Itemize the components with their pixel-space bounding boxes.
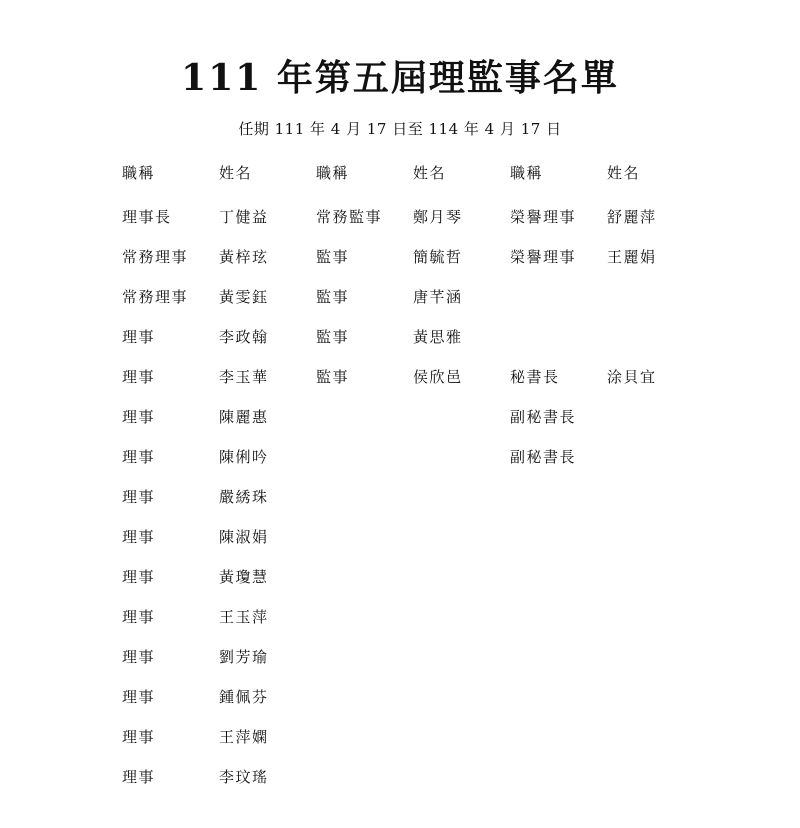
member-position: 榮譽理事 [510,248,577,266]
member-name: 鄭月琴 [413,208,463,226]
member-name: 丁健益 [219,208,269,226]
member-name: 鍾佩芬 [219,688,269,706]
member-name: 陳麗惠 [219,408,269,426]
member-position: 常務監事 [316,208,383,226]
member-position: 監事 [316,288,350,306]
member-position: 監事 [316,248,350,266]
member-position: 理事 [122,408,156,426]
member-name: 侯欣邑 [413,368,463,386]
member-position: 理事 [122,768,156,786]
member-name: 涂貝宜 [607,368,657,386]
member-name: 李玉華 [219,368,269,386]
member-name: 唐芊涵 [413,288,463,306]
member-position: 副秘書長 [510,448,577,466]
column-header-name: 姓名 [413,164,447,182]
member-name: 陳俐吟 [219,448,269,466]
member-name: 王萍嫻 [219,728,269,746]
column-header-name: 姓名 [219,164,253,182]
member-position: 理事 [122,328,156,346]
page-title: 111 年第五屆理監事名單 [181,57,619,99]
member-name: 嚴綉珠 [219,488,269,506]
member-name: 舒麗萍 [607,208,657,226]
member-name: 黃瓊慧 [219,568,269,586]
member-name: 黃雯鈺 [219,288,269,306]
member-position: 副秘書長 [510,408,577,426]
member-position: 理事 [122,528,156,546]
member-position: 監事 [316,328,350,346]
member-name: 陳淑娟 [219,528,269,546]
member-position: 理事 [122,568,156,586]
member-position: 常務理事 [122,248,189,266]
member-position: 秘書長 [510,368,560,386]
member-name: 王玉萍 [219,608,269,626]
member-name: 劉芳瑜 [219,648,269,666]
member-position: 理事 [122,688,156,706]
member-position: 理事長 [122,208,172,226]
member-name: 簡毓哲 [413,248,463,266]
member-position: 理事 [122,728,156,746]
column-header-name: 姓名 [607,164,641,182]
member-position: 理事 [122,648,156,666]
member-position: 理事 [122,608,156,626]
member-position: 常務理事 [122,288,189,306]
member-position: 理事 [122,488,156,506]
term-of-office: 任期 111 年 4 月 17 日至 114 年 4 月 17 日 [238,120,562,138]
column-header-title: 職稱 [316,164,350,182]
column-header-title: 職稱 [510,164,544,182]
member-position: 理事 [122,448,156,466]
member-name: 李政翰 [219,328,269,346]
member-name: 李玟瑤 [219,768,269,786]
column-header-title: 職稱 [122,164,156,182]
member-name: 王麗娟 [607,248,657,266]
member-name: 黃思雅 [413,328,463,346]
member-position: 榮譽理事 [510,208,577,226]
member-position: 理事 [122,368,156,386]
member-position: 監事 [316,368,350,386]
roster-table [0,158,800,798]
member-name: 黃梓玹 [219,248,269,266]
